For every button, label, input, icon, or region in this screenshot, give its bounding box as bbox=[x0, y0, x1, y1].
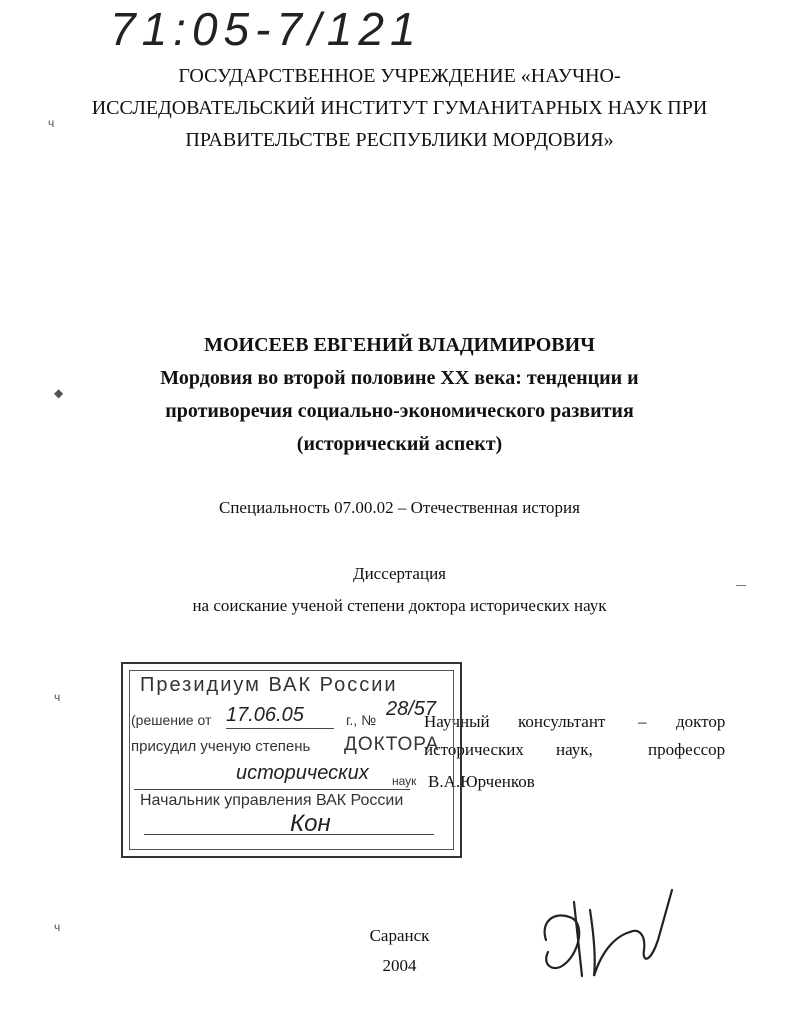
date-underline bbox=[226, 728, 334, 729]
margin-mark-1: ч bbox=[48, 116, 55, 130]
consultant-word-6: профессор bbox=[648, 740, 726, 759]
catalog-number: 71:05-7/121 bbox=[110, 3, 422, 55]
specialty: Специальность 07.00.02 – Отечественная история bbox=[219, 498, 580, 517]
stamp-degree: ДОКТОРА bbox=[344, 734, 440, 755]
stamp-field-handwritten: исторических bbox=[236, 762, 369, 784]
stamp-header: Президиум ВАК России bbox=[140, 674, 398, 696]
dissertation-degree-text: на соискание ученой степени доктора исторических наук bbox=[192, 596, 607, 615]
margin-mark-3: ч bbox=[54, 690, 61, 704]
stamp-chief: Начальник управления ВАК России bbox=[140, 792, 404, 809]
title-line-2: противоречия социально-экономического развития bbox=[165, 400, 634, 422]
author-name: МОИСЕЕВ ЕВГЕНИЙ ВЛАДИМИРОВИЧ bbox=[204, 334, 595, 356]
institution-line-2: ИССЛЕДОВАТЕЛЬСКИЙ ИНСТИТУТ ГУМАНИТАРНЫХ НАУК ПРИ bbox=[91, 97, 708, 119]
consultant-word-3: доктор bbox=[676, 712, 726, 731]
dissertation-label: Диссертация bbox=[352, 564, 446, 583]
title-line-1: Мордовия во второй половине XX века: тенденции и bbox=[160, 367, 639, 389]
institution-line-1: ГОСУДАРСТВЕННОЕ УЧРЕЖДЕНИЕ «НАУЧНО- bbox=[178, 65, 621, 87]
margin-mark-4: ч bbox=[54, 920, 61, 934]
dissertation-title bbox=[0, 362, 799, 461]
institution-line-3: ПРАВИТЕЛЬСТВЕ РЕСПУБЛИКИ МОРДОВИЯ» bbox=[185, 129, 614, 151]
stamp-chief-signature: Кон bbox=[290, 810, 331, 837]
stamp-decision-year-suffix: г., № bbox=[346, 712, 377, 728]
stamp-field-suffix: наук bbox=[392, 774, 417, 788]
stamp-decision-prefix: (решение от bbox=[131, 712, 212, 728]
field-underline bbox=[134, 789, 410, 790]
margin-mark-2: ◆ bbox=[54, 386, 64, 400]
stamp-decision-number: 28/57 bbox=[386, 698, 437, 720]
stamp-awarded: присудил ученую степень bbox=[131, 738, 311, 755]
consultant-word-2: консультант bbox=[518, 712, 606, 731]
scan-mark-right bbox=[736, 585, 746, 586]
place: Саранск bbox=[369, 926, 430, 945]
consultant-dash: – bbox=[638, 712, 647, 731]
chief-signature-line bbox=[144, 834, 434, 835]
consultant-word-1: Научный bbox=[424, 712, 490, 731]
consultant-name: В.А.Юрченков bbox=[428, 772, 535, 791]
dissertation-purpose bbox=[0, 562, 799, 618]
consultant-word-5: наук, bbox=[556, 740, 593, 759]
year: 2004 bbox=[382, 956, 417, 975]
title-line-3: (исторический аспект) bbox=[296, 433, 503, 455]
stamp-decision-date: 17.06.05 bbox=[226, 704, 304, 726]
librarian-signature bbox=[534, 880, 684, 990]
consultant-word-4: исторических bbox=[424, 740, 524, 759]
